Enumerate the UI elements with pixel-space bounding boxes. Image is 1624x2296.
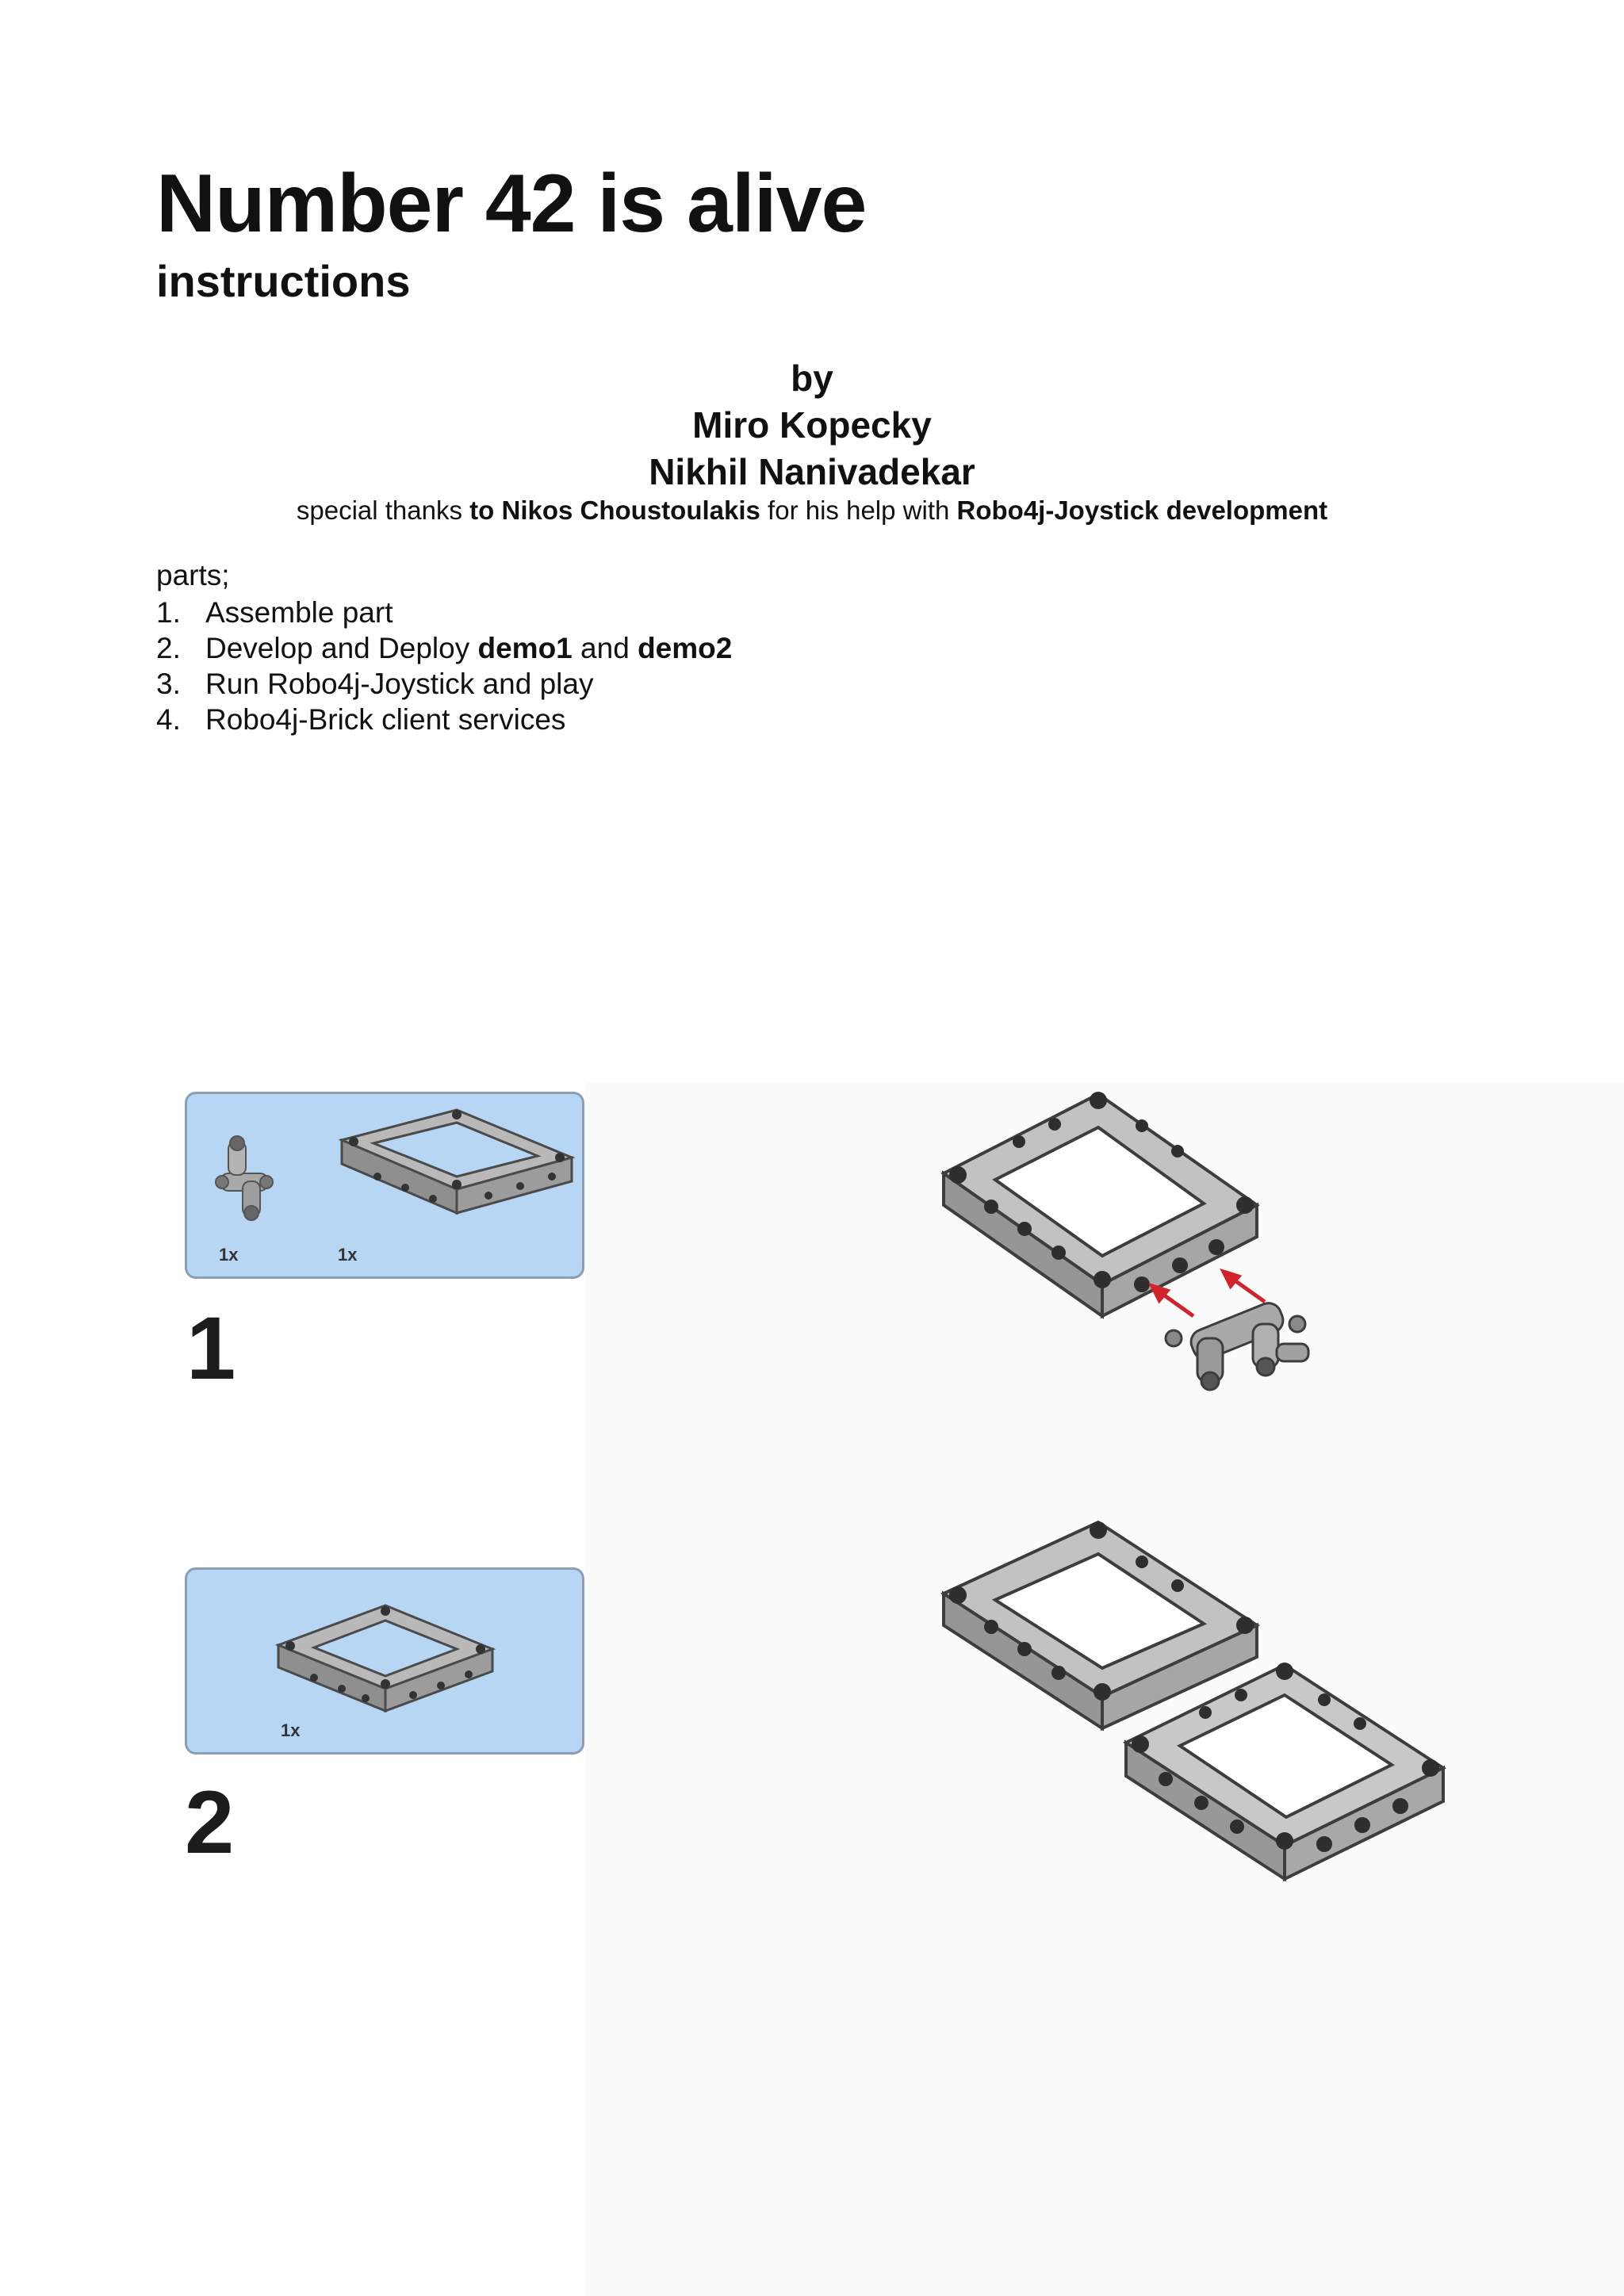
list-text: Develop and Deploy xyxy=(205,632,478,664)
list-text: Robo4j-Brick client services xyxy=(205,703,566,736)
step-1-assembly-illustration xyxy=(928,1086,1435,1435)
list-text: Run Robo4j-Joystick and play xyxy=(205,668,594,700)
quantity-label: 1x xyxy=(338,1245,358,1265)
thanks-middle: for his help with xyxy=(760,496,957,525)
parts-box-step-1 xyxy=(185,1092,584,1279)
special-thanks xyxy=(0,496,1624,526)
list-text-bold: demo2 xyxy=(638,632,733,664)
thanks-prefix: special thanks xyxy=(296,496,470,525)
list-text: and xyxy=(572,632,638,664)
page-title: Number 42 is alive xyxy=(156,158,867,250)
list-item xyxy=(156,595,732,630)
step-number: 2 xyxy=(185,1773,235,1872)
list-number: 3. xyxy=(156,668,181,700)
parts-heading: parts; xyxy=(156,559,230,591)
frame-part-icon xyxy=(187,1570,587,1757)
thanks-project: Robo4j-Joystick development xyxy=(956,496,1328,525)
parts-list xyxy=(156,595,732,737)
quantity-label: 1x xyxy=(219,1245,239,1265)
quantity-label: 1x xyxy=(281,1720,301,1740)
list-text: Assemble part xyxy=(205,596,393,629)
list-number: 4. xyxy=(156,703,181,736)
list-item xyxy=(156,630,732,666)
credits-by: by xyxy=(791,358,833,399)
step-number: 1 xyxy=(186,1299,236,1398)
step-2-assembly-illustration xyxy=(928,1530,1467,1974)
parts-box-step-2 xyxy=(185,1567,584,1755)
credits xyxy=(0,355,1624,496)
list-text-bold: demo1 xyxy=(477,632,573,664)
frame-part-icon xyxy=(187,1094,587,1281)
thanks-person: to Nikos Choustoulakis xyxy=(469,496,760,525)
page-subtitle: instructions xyxy=(156,256,411,306)
author-name: Nikhil Nanivadekar xyxy=(649,451,975,492)
list-item xyxy=(156,666,732,702)
list-number: 2. xyxy=(156,632,181,664)
list-item xyxy=(156,702,732,737)
list-number: 1. xyxy=(156,596,181,629)
author-name: Miro Kopecky xyxy=(692,404,932,446)
